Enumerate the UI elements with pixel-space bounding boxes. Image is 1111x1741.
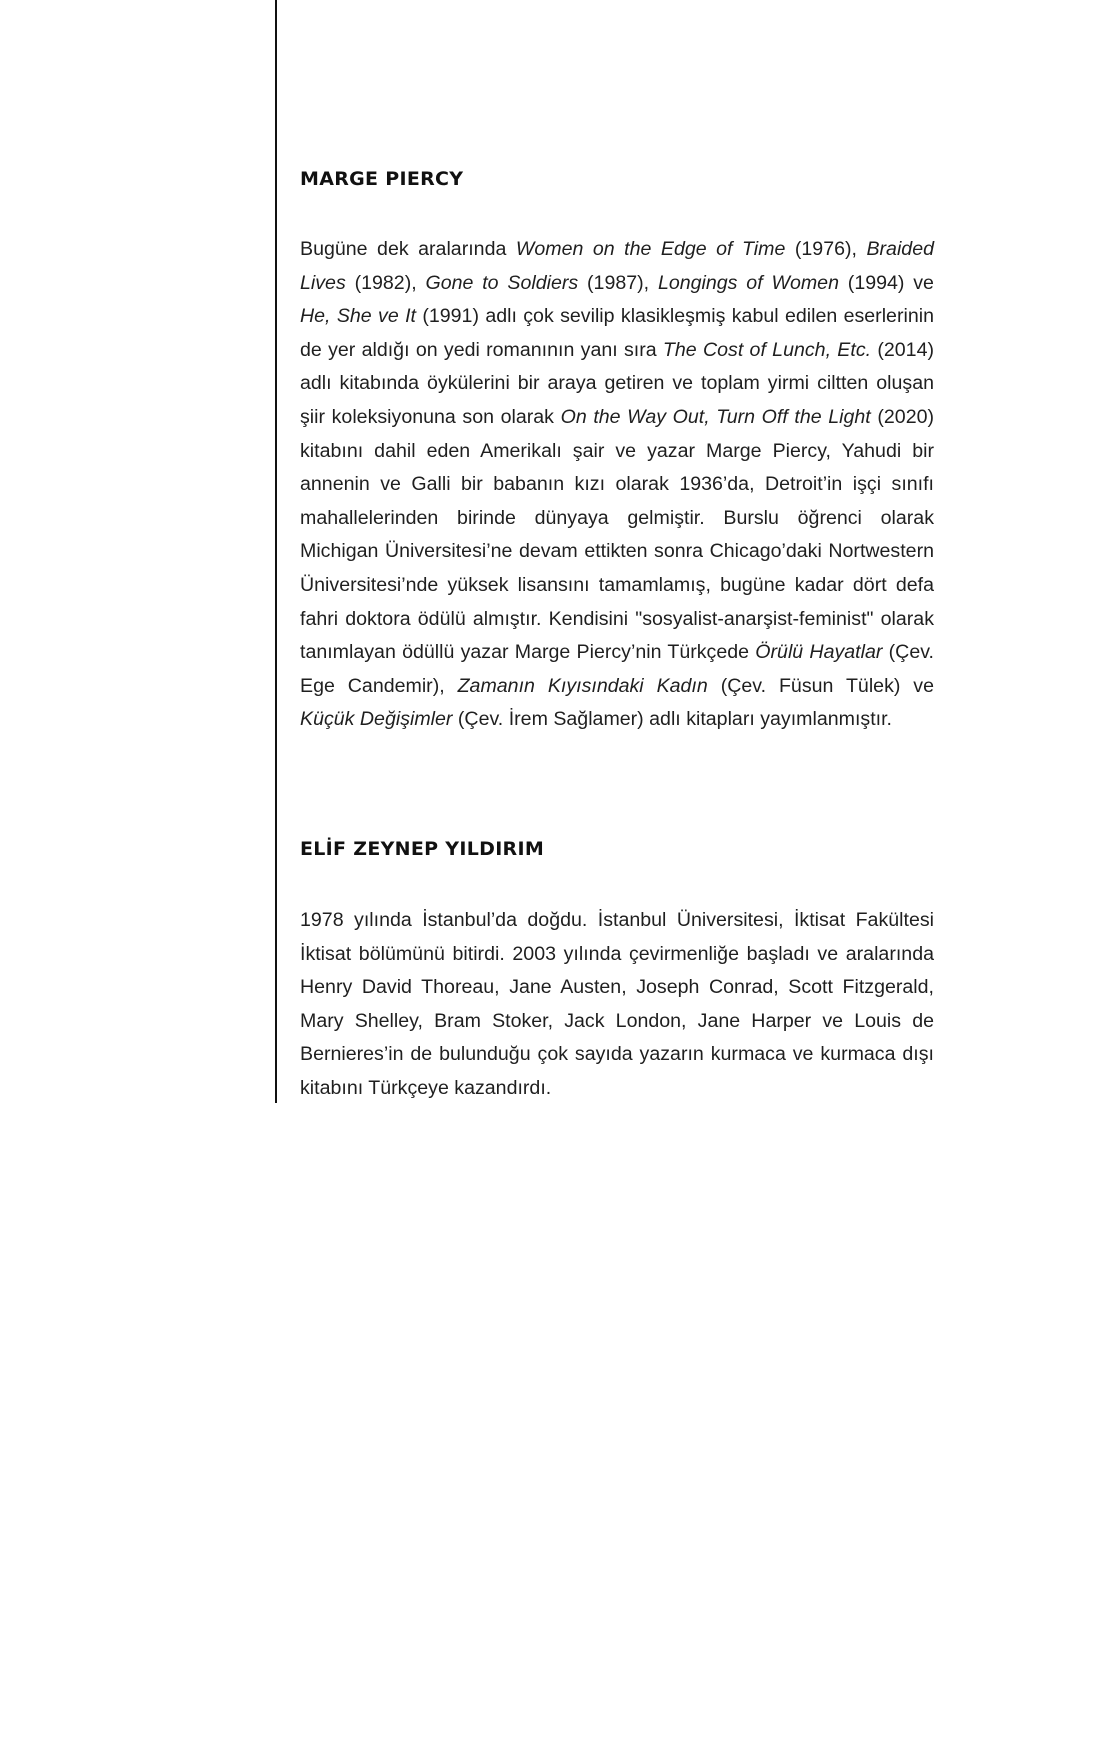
- bio-text-run: (Çev. İrem Sağlamer) adlı kitapları yayımlanmıştır.: [452, 708, 892, 731]
- bio-text-run: 1978 yılında İstanbul’da doğdu. İstanbul Üniversitesi, İktisat Fakültesi İktisat bölümünü bitirdi. 2003 yılında çevirmenliğe başladı ve aralarında Henry David Thoreau, Jane Austen, Joseph Conrad, Scott Fitzgerald, Mary Shelley, Bram Stoker, Jack London, Jane Harper ve Louis de Bernieres’in de bulunduğu çok sayıda yazarın kurmaca ve kurmaca dışı kitabını Türkçeye kazandırdı.: [300, 909, 934, 1099]
- translator-bio-text: [300, 904, 934, 1106]
- author-name: MARGE PIERCY: [300, 168, 464, 190]
- bio-text-run: (1982),: [345, 271, 426, 294]
- book-title: The Cost of Lunch, Etc.: [662, 338, 872, 361]
- book-title: Zamanın Kıyısındaki Kadın: [457, 674, 708, 697]
- book-title: Women on the Edge of Time: [515, 238, 786, 260]
- author-bio-text: [300, 233, 934, 737]
- book-title: He, She ve It: [300, 305, 416, 328]
- book-title: On the Way Out, Turn Off the Light: [560, 405, 871, 428]
- book-title: Gone to Soldiers: [425, 271, 579, 294]
- bio-text-run: (Çev. Füsun Tülek) ve: [707, 674, 935, 697]
- bio-text-run: Bugüne dek aralarında: [300, 238, 516, 260]
- bio-text-run: (1987),: [578, 271, 658, 294]
- book-title: Küçük Değişimler: [300, 708, 453, 731]
- book-title: Örülü Hayatlar: [755, 641, 883, 664]
- book-title: Braided Lives: [300, 238, 934, 294]
- bio-text-run: (1994) ve: [838, 271, 934, 294]
- margin-rule: [275, 0, 277, 1103]
- bio-text-run: (1976),: [785, 238, 867, 260]
- book-title: Longings of Women: [657, 271, 839, 294]
- bio-text-run: (Çev. Ege Candemir),: [300, 641, 935, 697]
- bio-text-run: (1991) adlı çok sevilip klasikleşmiş kabul edilen eserlerinin de yer aldığı on yedi romanının yanı sıra: [300, 305, 934, 361]
- bio-text-run: (2020) kitabını dahil eden Amerikalı şair ve yazar Marge Piercy, Yahudi bir annenin ve Galli bir babanın kızı olarak 1936’da, Detroit’in işçi sınıfı mahallelerinden birinde dünyaya gelmiştir. Burslu öğrenci olarak Michigan Üniversitesi’ne devam ettikten sonra Chicago’daki Nortwestern Üniversitesi’nde yüksek lisansını tamamlamış, bugüne kadar dört defa fahri doktora ödülü almıştır. Kendisini "sosyalist-anarşist-feminist" olarak tanımlayan ödüllü yazar Marge Piercy’nin Türkçede: [300, 405, 935, 664]
- translator-name: ELİF ZEYNEP YILDIRIM: [300, 838, 545, 860]
- bio-text-run: (2014) adlı kitabında öykülerini bir araya getiren ve toplam yirmi ciltten oluşan şiir koleksiyonuna son olarak: [300, 338, 934, 428]
